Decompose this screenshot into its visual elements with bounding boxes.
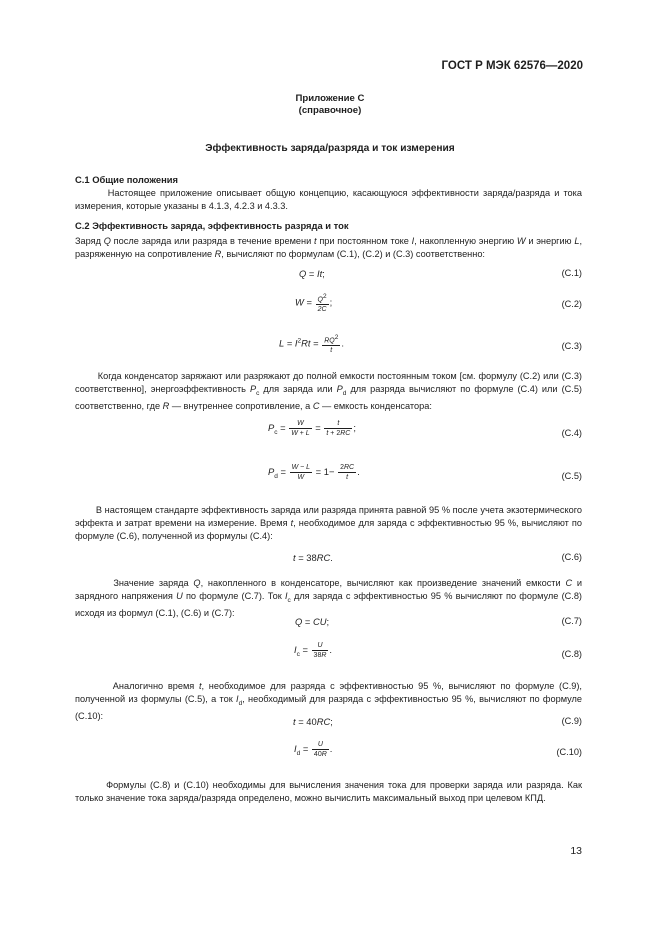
equation-c3: $L = I^2Rt$ = $\frac{RQ^2}{t}$ . xyxy=(279,334,344,355)
equation-c2: W = $\frac{Q^2}{2C}$ ; xyxy=(295,293,333,314)
equation-c3-number: (С.3) xyxy=(561,341,582,351)
equation-c9-number: (С.9) xyxy=(561,716,582,726)
page-number: 13 xyxy=(570,845,582,857)
equation-c7: Q = CU; xyxy=(295,616,330,627)
appendix-subtitle: (справочное) xyxy=(298,105,362,116)
final-paragraph xyxy=(75,779,582,805)
paragraph-charge: Заряд Q после заряда или разряда в течение времени t при постоянном токе I, накопленную энергию W и энергию L, разряженную на сопротивление R, вычисляют по формулам (С.1), (С.2) и (С.3) соответственно: xyxy=(75,236,582,259)
equation-c10: $I_d$ = $\frac{U}{40R}$ . xyxy=(294,741,333,758)
equation-c1: Q = It; xyxy=(299,268,325,279)
equation-c2-number: (С.2) xyxy=(561,299,582,309)
paragraph-standard-efficiency: В настоящем стандарте эффективность заряда или разряда принята равной 95 % после учета экзотермического эффекта и затрат времени на измерение. Время t, необходимое для заряда с эффективностью 95 %, вычисляют по формуле (С.6), полученной из формулы (С.4): xyxy=(75,505,582,541)
paragraph-capacitor: Когда конденсатор заряжают или разряжают до полной емкости постоянным током [см. формулу (С.2) или (С.3) соответственно], энергоэффективность $P_c$ для заряда или $P_d$ для разряда вычисляют по формуле (С.4) или (С.5) соответственно, где R — внутреннее сопротивление, а C — емкость конденсатора: xyxy=(75,371,582,412)
equation-c5-number: (С.5) xyxy=(561,471,582,481)
equation-c9: t = 40RC; xyxy=(293,716,333,727)
equation-c7-number: (С.7) xyxy=(561,616,582,626)
final-paragraph-text: Формулы (С.8) и (С.10) необходимы для вычисления значения тока для проверки заряда или разряда. Как только значение тока заряда/разряда определено, можно вычислить максимальный выход при целевом КПД. xyxy=(75,780,582,803)
equation-c6: t = 38RC. xyxy=(293,552,333,563)
equation-c1-number: (С.1) xyxy=(561,268,582,278)
section-c1-body: Настоящее приложение описывает общую концепцию, касающуюся эффективности заряда/разряда и тока измерения, которые указаны в 4.1.3, 4.2.3 и 4.3.3. xyxy=(75,188,582,211)
section-c2-heading: С.2 Эффективность заряда, эффективность разряда и ток xyxy=(75,220,349,231)
appendix-title: Приложение С xyxy=(295,93,365,104)
main-title: Эффективность заряда/разряда и ток измерения xyxy=(205,143,455,154)
equation-c4: $P_c$ = $\frac{W}{W + L}$ = $\frac{t}{t + 2RC}$ ; xyxy=(268,420,356,437)
equation-c6-number: (С.6) xyxy=(561,552,582,562)
equation-c10-number: (С.10) xyxy=(556,747,582,757)
equation-c5: $P_d$ = $\frac{W - L}{W}$ = 1− $\frac{2RC}{t}$ . xyxy=(268,464,360,481)
section-c1-heading: С.1 Общие положения xyxy=(75,174,178,185)
document-header: ГОСТ Р МЭК 62576—2020 xyxy=(441,60,583,72)
equation-c8: $I_c$ = $\frac{U}{38R}$ . xyxy=(294,642,333,659)
paragraph-discharge: Аналогично время t, необходимое для разряда с эффективностью 95 %, вычисляют по формуле (С.9), полученной из формулы (С.5), а ток $I_d$, необходимый для разряда с эффективностью 95 %, вычисляют по формуле (С.10): xyxy=(75,681,582,722)
paragraph-charge-value: Значение заряда Q, накопленного в конденсаторе, вычисляют как произведение значений емкости C и зарядного напряжения U по формуле (С.7). Ток $I_c$ для заряда с эффективностью 95 % вычисляют по формуле (С.8) исходя из формул (С.1), (С.6) и (С.7): xyxy=(75,578,583,619)
equation-c8-number: (С.8) xyxy=(561,649,582,659)
section-c1-text xyxy=(75,187,582,213)
equation-c4-number: (С.4) xyxy=(561,428,582,438)
